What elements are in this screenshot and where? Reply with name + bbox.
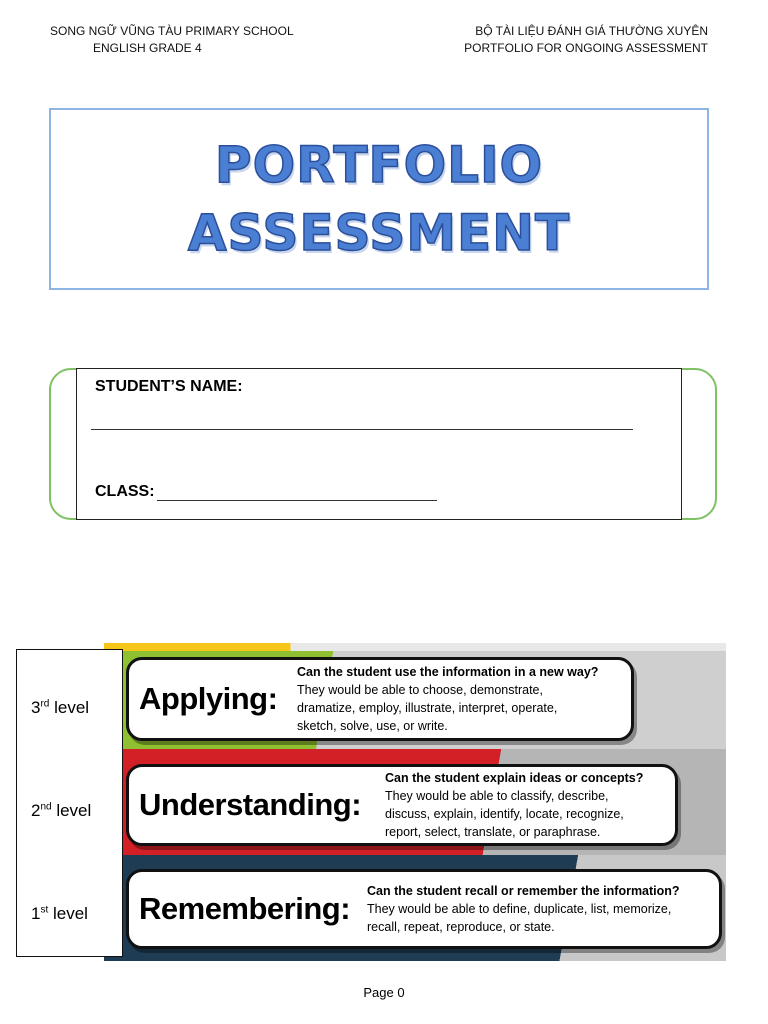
level-2-label (31, 801, 91, 821)
doc-title-vi: BỘ TÀI LIỆU ĐÁNH GIÁ THƯỜNG XUYÊN (475, 24, 708, 38)
school-name: SONG NGỮ VŨNG TÀU PRIMARY SCHOOL (50, 24, 294, 38)
remembering-text (367, 882, 680, 936)
remembering-word: Remembering: (139, 891, 351, 926)
applying-question: Can the student use the information in a new way? (297, 665, 599, 679)
student-name-field[interactable] (91, 429, 633, 430)
applying-text (297, 663, 598, 735)
level-2-number: 2 (31, 801, 41, 820)
applying-word: Applying: (139, 681, 278, 716)
understanding-line-2: discuss, explain, identify, locate, recognize, (385, 807, 624, 821)
level-3-word: level (54, 698, 90, 717)
title-line-1: PORTFOLIO (214, 136, 544, 194)
level-1-suffix: st (40, 904, 49, 916)
understanding-line-3: report, select, translate, or paraphrase. (385, 825, 601, 839)
doc-title-en: PORTFOLIO FOR ONGOING ASSESSMENT (464, 41, 708, 55)
level-3-label (31, 698, 89, 718)
applying-line-3: sketch, solve, use, or write. (297, 719, 448, 733)
level-2-suffix: nd (40, 801, 52, 813)
understanding-card (126, 764, 678, 846)
header-left (50, 23, 294, 57)
applying-line-1: They would be able to choose, demonstrate, (297, 683, 543, 697)
title-line-2: ASSESSMENT (187, 204, 571, 262)
remembering-line-2: recall, repeat, reproduce, or state. (367, 920, 555, 934)
level-1-number: 1 (31, 904, 41, 923)
remembering-card (126, 869, 722, 949)
stripe-yellow (104, 643, 726, 651)
class-field[interactable] (157, 500, 437, 501)
level-1-label (31, 904, 88, 924)
remembering-line-1: They would be able to define, duplicate, list, memorize, (367, 902, 672, 916)
page-number: Page 0 (363, 985, 405, 1000)
title-box (49, 108, 709, 290)
understanding-line-1: They would be able to classify, describe, (385, 789, 609, 803)
understanding-text (385, 769, 643, 841)
understanding-word: Understanding: (139, 787, 362, 822)
applying-line-2: dramatize, employ, illustrate, interpret, operate, (297, 701, 558, 715)
level-3-suffix: rd (40, 698, 50, 710)
level-2-word: level (56, 801, 92, 820)
student-name-label: STUDENT’S NAME: (95, 378, 243, 395)
understanding-question: Can the student explain ideas or concepts? (385, 771, 644, 785)
level-1-word: level (52, 904, 88, 923)
header-right (464, 23, 708, 57)
student-info-box (76, 368, 682, 520)
taxonomy-graphic (104, 643, 726, 961)
level-3-number: 3 (31, 698, 41, 717)
applying-card (126, 657, 634, 741)
class-label: CLASS: (95, 483, 155, 500)
levels-box (16, 649, 123, 957)
grade-label: ENGLISH GRADE 4 (93, 41, 202, 55)
remembering-question: Can the student recall or remember the information? (367, 884, 680, 898)
